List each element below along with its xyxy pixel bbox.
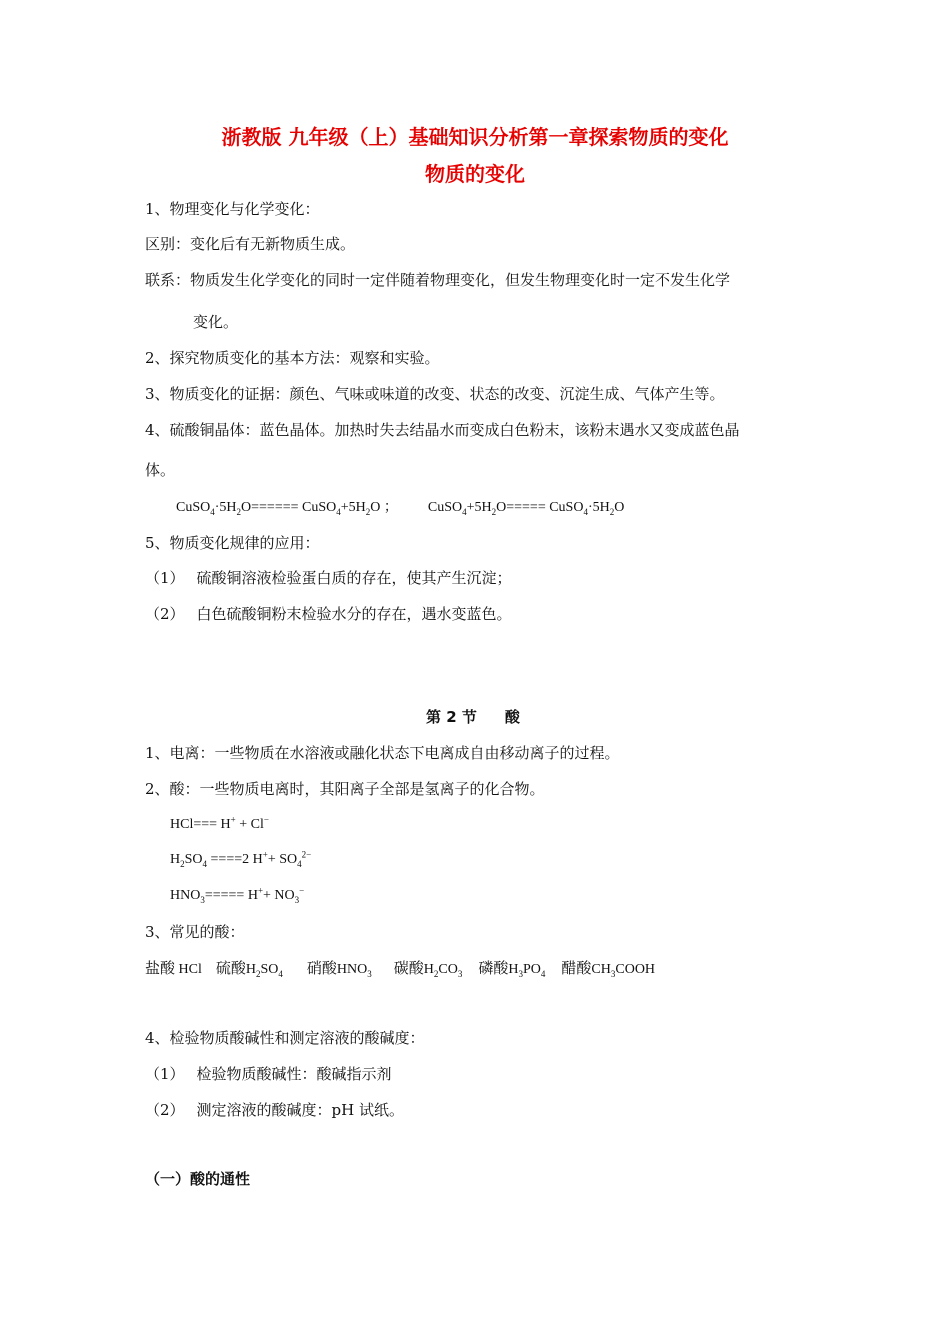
hno3-ionization-equation: $HNO_3===== H^++ NO_3^-$: [170, 885, 305, 905]
acid-h2so4-name: 硫酸: [215, 959, 246, 977]
item-3-text: 3、物质变化的证据：颜色、气味或味道的改变、状态的改变、沉淀生成、气体产生等。: [145, 385, 725, 403]
hcl-ionization-equation: HCl=== H+ + Cl−: [170, 814, 269, 832]
acid-hno3-name: 硝酸: [306, 959, 337, 977]
test-1-text: 检验物质酸碱性：酸碱指示剂: [196, 1065, 392, 1083]
item-4-text-continued: 体。: [145, 461, 176, 479]
item-4-acid-test-heading: 4、检验物质酸碱性和测定溶液的酸碱度：: [145, 1029, 425, 1047]
application-2-text: 白色硫酸铜粉末检验水分的存在，遇水变蓝色。: [196, 605, 512, 623]
document-subtitle: 物质的变化: [425, 162, 525, 186]
acid-hcl-name: 盐酸: [145, 959, 176, 977]
test-1-number: （1）: [145, 1065, 185, 1083]
test-2-text: 测定溶液的酸碱度：pH 试纸。: [196, 1101, 404, 1119]
h2so4-ionization-equation: $H_2SO_4 ====2$ $H^++ SO_4^{2-}$: [170, 849, 312, 869]
acid-properties-subheading: （一）酸的通性: [145, 1170, 251, 1188]
relation-text: 联系：物质发生化学变化的同时一定伴随着物理变化，但发生物理变化时一定不发生化学: [145, 271, 731, 289]
ionization-definition: 1、电离：一些物质在水溶液或融化状态下电离成自由移动离子的过程。: [145, 744, 620, 762]
application-1-number: （1）: [145, 569, 185, 587]
item-5-heading: 5、物质变化规律的应用：: [145, 534, 320, 552]
application-2: [145, 607, 512, 622]
test-2: [145, 1103, 404, 1118]
acid-definition: 2、酸：一些物质电离时，其阳离子全部是氢离子的化合物。: [145, 780, 545, 798]
acid-ch3cooh-name: 醋酸: [561, 959, 592, 977]
item-2-text: 2、探究物质变化的基本方法：观察和实验。: [145, 349, 440, 367]
common-acids-heading: 3、常见的酸：: [145, 923, 245, 941]
test-1: [145, 1067, 392, 1082]
section-2-number: 第 2 节: [426, 708, 477, 726]
application-2-number: （2）: [145, 605, 185, 623]
application-1: [145, 571, 512, 586]
copper-sulfate-equations: $CuSO_4\cdot 5H_2O======$ $CuSO_4+5H_2O$ ； $CuSO_4+5H_2O=====$ $CuSO_4\cdot 5H_2O$: [176, 500, 625, 517]
document-title: 浙教版 九年级（上）基础知识分析第一章探索物质的变化: [221, 125, 729, 149]
difference-text: 区别：变化后有无新物质生成。: [145, 235, 356, 253]
item-1-heading: 1、物理变化与化学变化：: [145, 200, 320, 218]
application-1-text: 硫酸铜溶液检验蛋白质的存在，使其产生沉淀；: [196, 569, 512, 587]
test-2-number: （2）: [145, 1101, 185, 1119]
common-acids-list: 盐酸 HCl 硫酸$H_2SO_4$ 硝酸$HNO_3$ 碳酸$H_2CO_3$ 磷酸$H_3PO_4$ 醋酸$CH_3COOH$: [145, 959, 656, 979]
acid-h2co3-name: 碳酸: [393, 959, 424, 977]
acid-h3po4-name: 磷酸: [478, 959, 509, 977]
section-2-heading: [426, 710, 520, 725]
item-4-text: 4、硫酸铜晶体：蓝色晶体。加热时失去结晶水而变成白色粉末，该粉末遇水又变成蓝色晶: [145, 421, 740, 439]
section-2-title: 酸: [504, 708, 520, 726]
relation-text-continued: 变化。: [193, 313, 239, 331]
